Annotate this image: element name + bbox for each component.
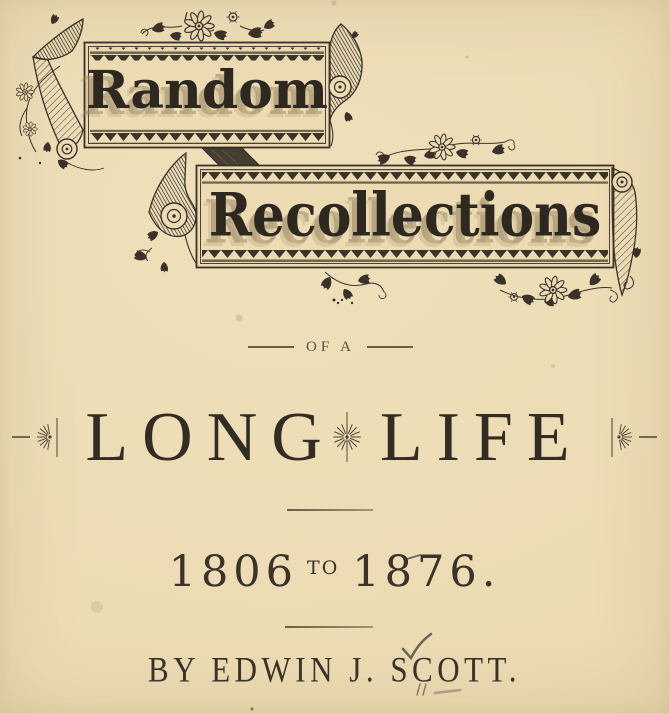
banner-second-title: Recollections	[208, 180, 602, 251]
subtitle-dash-right	[367, 346, 413, 348]
byline: BY EDWIN J. SCOTT.	[148, 649, 521, 690]
banner1-right-scroll	[329, 24, 362, 146]
banner2-right-scroll	[612, 168, 641, 295]
floral-spray-below-left	[320, 272, 386, 304]
main-title-spacer	[336, 438, 380, 439]
banner2-left-scroll	[146, 153, 198, 273]
main-title-row	[0, 399, 669, 476]
date-start: 1806	[168, 547, 299, 597]
floral-spray-below-right	[492, 272, 617, 307]
divider-rule-bottom	[285, 626, 373, 628]
floral-spray-top	[141, 11, 276, 42]
banner1-left-scroll	[33, 19, 83, 159]
divider-rule-top	[287, 509, 373, 511]
subtitle-text: OF A	[306, 338, 355, 355]
subtitle-row	[0, 334, 665, 360]
banner-first-title: Random	[86, 60, 328, 121]
date-row	[0, 549, 669, 595]
floral-spray-middle-right	[376, 134, 515, 167]
date-end: 1876.	[352, 547, 501, 597]
subtitle-dash-left	[248, 346, 294, 348]
date-connector: TO	[307, 557, 340, 579]
main-title-word-long: LONG	[85, 399, 336, 476]
main-title-word-life: LIFE	[379, 399, 584, 476]
